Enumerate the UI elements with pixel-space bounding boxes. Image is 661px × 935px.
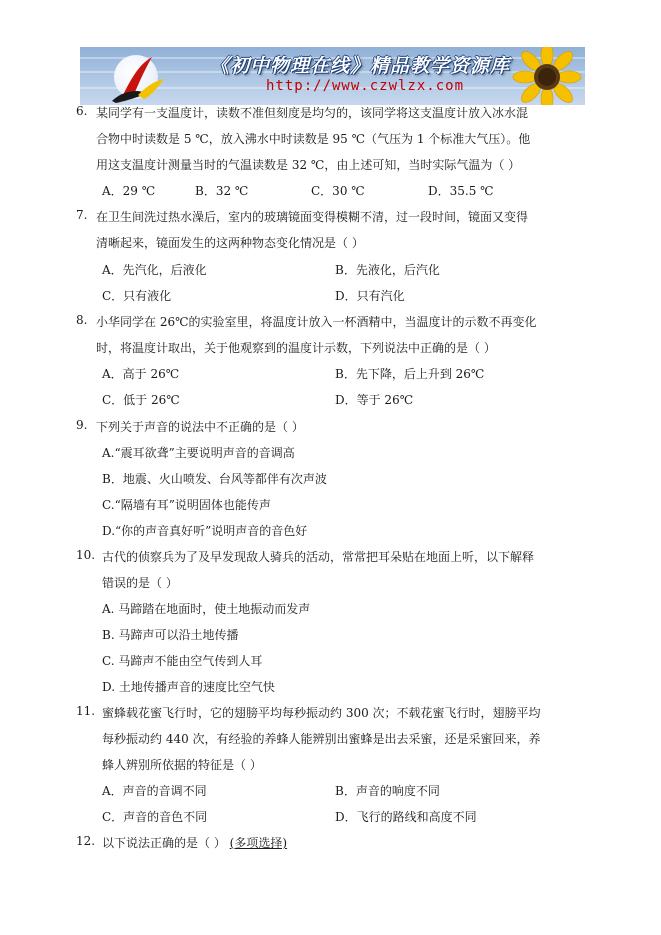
- question-6-option-a: A．29 ℃: [102, 184, 156, 198]
- question-12-number: 12.: [76, 834, 96, 848]
- header-banner: [80, 47, 585, 105]
- question-6-number: 6.: [76, 104, 88, 118]
- question-9-line-1: 下列关于声音的说法中不正确的是（ ）: [96, 420, 304, 434]
- question-10-line-2: 错误的是（ ）: [102, 576, 178, 590]
- question-9-option-c: C.“隔墙有耳”说明固体也能传声: [102, 498, 271, 512]
- question-10-option-c: C. 马蹄声不能由空气传到人耳: [102, 654, 263, 668]
- question-6-line-2: 合物中时读数是 5 ℃，放入沸水中时读数是 95 ℃（气压为 1 个标准大气压）。他: [96, 132, 531, 146]
- question-8-line-1: 小华同学在 26℃的实验室里，将温度计放入一杯酒精中，当温度计的示数不再变化: [96, 315, 537, 329]
- question-11-line-1: 蜜蜂载花蜜飞行时，它的翅膀平均每秒振动约 300 次；不载花蜜飞行时，翅膀平均: [102, 706, 541, 720]
- question-11-line-3: 蜂人辨别所依据的特征是（ ）: [102, 758, 262, 772]
- question-11-option-c: C．声音的音色不同: [102, 810, 208, 824]
- question-10-option-d: D. 土地传播声音的速度比空气快: [102, 680, 275, 694]
- question-10-line-1: 古代的侦察兵为了及早发现敌人骑兵的活动，常常把耳朵贴在地面上听，以下解释: [102, 550, 535, 564]
- question-12-text: 以下说法正确的是（ ）: [102, 836, 226, 850]
- question-9-option-a: A.“震耳欲聋”主要说明声音的音调高: [102, 446, 295, 460]
- question-8-option-a: A．高于 26℃: [102, 367, 180, 381]
- sunflower-icon: [511, 47, 583, 105]
- question-9-option-d: D.“你的声音真好听”说明声音的音色好: [102, 524, 308, 538]
- question-7-line-2: 清晰起来，镜面发生的这两种物态变化情况是（ ）: [96, 236, 364, 250]
- question-8-option-b: B．先下降，后上升到 26℃: [335, 367, 485, 381]
- question-7-line-1: 在卫生间洗过热水澡后，室内的玻璃镜面变得模糊不清，过一段时间，镜面又变得: [96, 210, 529, 224]
- question-6-option-b: B．32 ℃: [195, 184, 249, 198]
- question-6-line-3: 用这支温度计测量当时的气温读数是 32 ℃，由上述可知，当时实际气温为（ ）: [96, 158, 521, 172]
- question-8-option-c: C．低于 26℃: [102, 393, 180, 407]
- question-8-line-2: 时，将温度计取出，关于他观察到的温度计示数，下列说法中正确的是（ ）: [96, 341, 496, 355]
- question-11-option-d: D．飞行的路线和高度不同: [335, 810, 477, 824]
- question-12-note: (多项选择): [229, 836, 288, 850]
- question-6-option-d: D．35.5 ℃: [428, 184, 494, 198]
- question-8-option-d: D．等于 26℃: [335, 393, 414, 407]
- banner-url: http://www.czwlzx.com: [266, 78, 465, 94]
- question-9-option-b: B．地震、火山喷发、台风等都伴有次声波: [102, 472, 327, 486]
- question-7-option-b: B．先液化，后汽化: [335, 263, 440, 277]
- question-10-number: 10.: [76, 548, 96, 562]
- question-12-line-1: [102, 834, 287, 851]
- question-10-option-a: A. 马蹄踏在地面时，使土地振动而发声: [102, 602, 311, 616]
- question-6-line-1: 某同学有一支温度计，读数不准但刻度是均匀的，该同学将这支温度计放入冰水混: [96, 106, 529, 120]
- banner-title: 《初中物理在线》精品教学资源库: [210, 55, 511, 77]
- question-11-option-b: B．声音的响度不同: [335, 784, 440, 798]
- question-11-number: 11.: [76, 704, 96, 718]
- logo-icon: [108, 51, 168, 105]
- question-7-option-a: A．先汽化，后液化: [102, 263, 207, 277]
- question-7-option-c: C．只有液化: [102, 289, 172, 303]
- question-11-line-2: 每秒振动约 440 次，有经验的养蜂人能辨别出蜜蜂是出去采蜜，还是采蜜回来，养: [102, 732, 541, 746]
- question-7-number: 7.: [76, 208, 88, 222]
- question-8-number: 8.: [76, 313, 88, 327]
- question-7-option-d: D．只有汽化: [335, 289, 405, 303]
- question-11-option-a: A．声音的音调不同: [102, 784, 207, 798]
- question-6-option-c: C．30 ℃: [311, 184, 365, 198]
- question-9-number: 9.: [76, 418, 88, 432]
- question-10-option-b: B. 马蹄声可以沿土地传播: [102, 628, 239, 642]
